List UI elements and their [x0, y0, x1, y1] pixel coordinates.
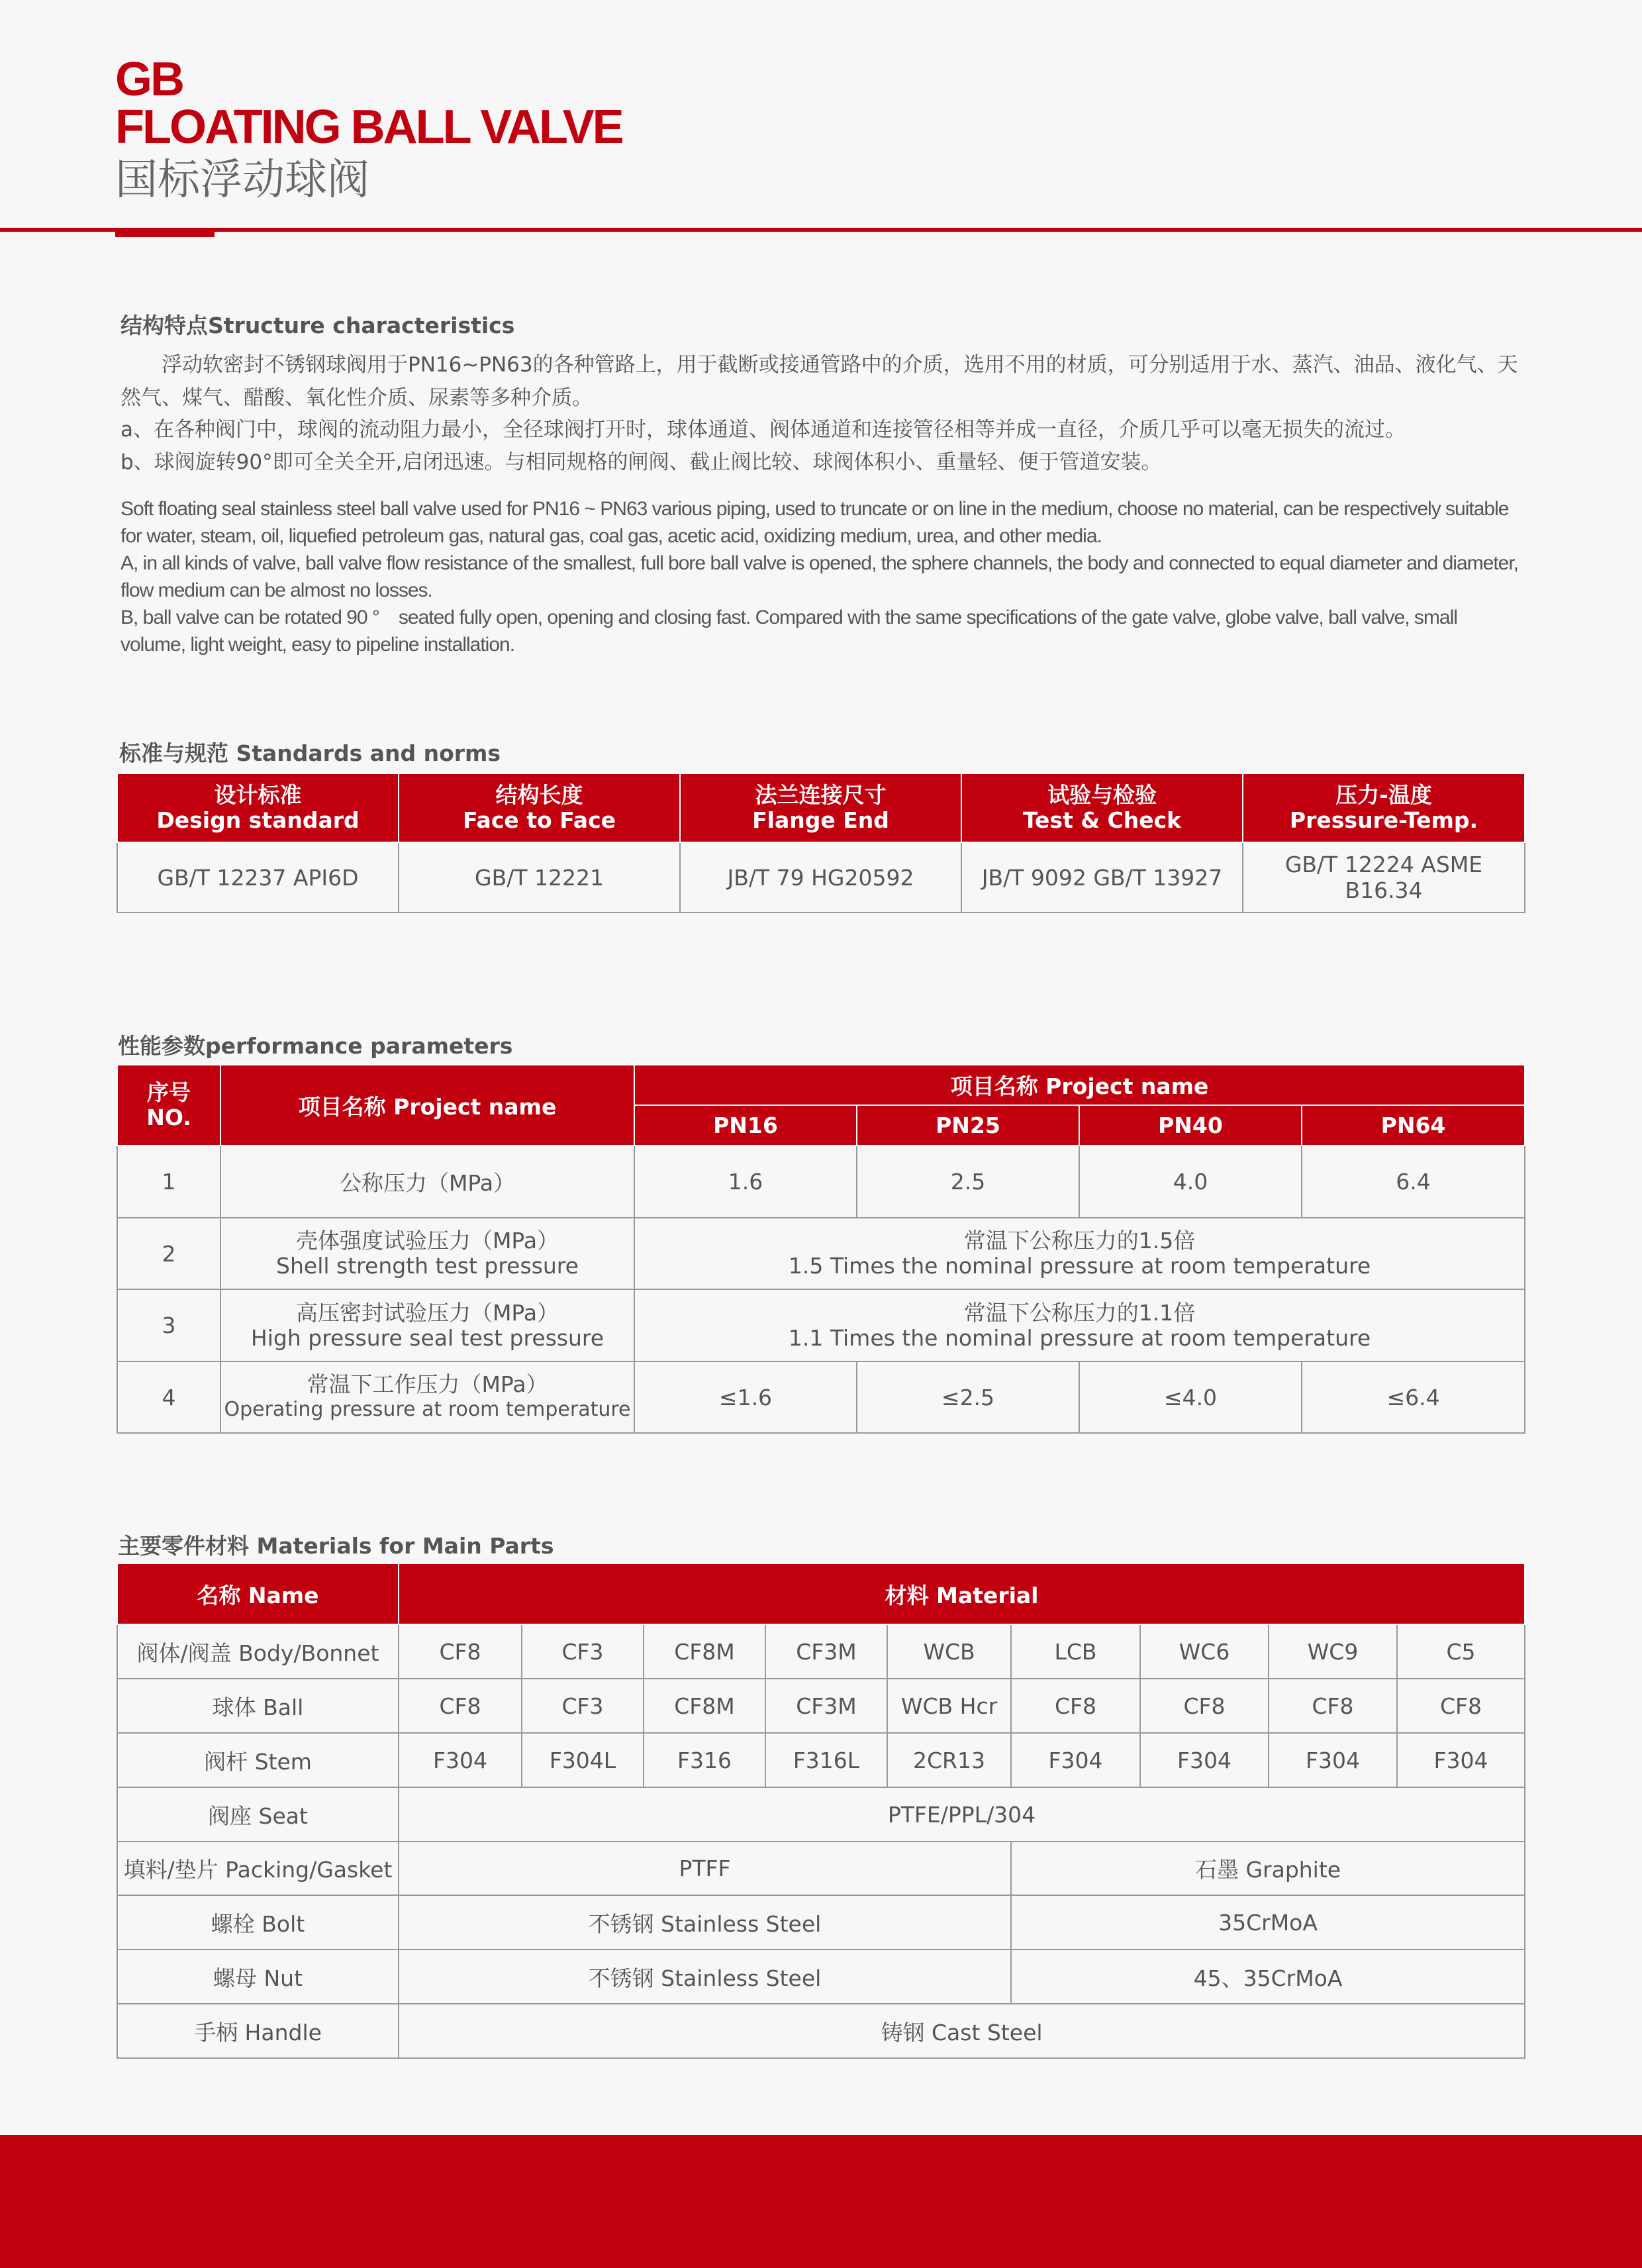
merged-cn: 常温下公称压力的1.1倍 [963, 1299, 1196, 1326]
material-cell: F304 [1269, 1733, 1397, 1787]
performance-header-row [117, 1065, 1525, 1105]
row-value: ≤6.4 [1302, 1361, 1525, 1433]
material-cell: LCB [1011, 1624, 1140, 1679]
performance-table [117, 1064, 1525, 1434]
header-no [117, 1065, 220, 1146]
table-row [117, 1842, 1525, 1895]
row-name-cn: 常温下工作压力（MPa） [307, 1371, 548, 1397]
table-row [117, 1361, 1525, 1433]
materials-table [117, 1563, 1525, 2059]
table-row [117, 1787, 1525, 1842]
row-number: 2 [117, 1218, 220, 1289]
header-en: Test & Check [1022, 807, 1182, 833]
merged-cn: 常温下公称压力的1.5倍 [963, 1228, 1196, 1254]
row-value: 1.6 [634, 1146, 857, 1218]
part-name: 填料/垫片 Packing/Gasket [117, 1842, 399, 1895]
material-cell: 45、35CrMoA [1011, 1949, 1525, 2004]
material-cell: WC9 [1269, 1624, 1397, 1679]
material-cell: PTFF [399, 1842, 1011, 1895]
material-cell: 不锈钢 Stainless Steel [399, 1895, 1011, 1949]
header-pn64: PN64 [1302, 1105, 1525, 1146]
standards-value-cell: GB/T 12224 ASME B16.34 [1243, 842, 1525, 912]
title-line-1: GB [115, 53, 183, 106]
part-name: 手柄 Handle [117, 2004, 399, 2058]
row-number: 1 [117, 1146, 220, 1218]
material-cell: CF8 [399, 1679, 522, 1733]
material-cell: WC6 [1140, 1624, 1269, 1679]
standards-header-row [117, 773, 1525, 842]
material-cell: F316 [644, 1733, 765, 1787]
standards-header-cell [961, 773, 1243, 842]
header-cn: 结构长度 [495, 782, 583, 808]
part-name: 阀座 Seat [117, 1787, 399, 1842]
merged-en: 1.1 Times the nominal pressure at room temperature [788, 1324, 1371, 1351]
material-cell: F304L [522, 1733, 644, 1787]
row-name-en: High pressure seal test pressure [250, 1324, 604, 1351]
material-cell: WCB Hcr [887, 1679, 1011, 1733]
material-cell: F304 [1140, 1733, 1269, 1787]
standards-section-title: 标准与规范 Standards and norms [119, 740, 501, 766]
structure-en-paragraph-1: Soft floating seal stainless steel ball valve used for PN16 ~ PN63 various piping, used to truncate or on line in the medium, choose no material, can be respectively suitable for water, steam, oil, liquefied petroleum gas, natural gas, coal gas, acetic acid, oxidizing medium, urea, and other media. [121, 498, 1509, 547]
material-cell: C5 [1397, 1624, 1525, 1679]
material-cell: PTFE/PPL/304 [399, 1787, 1525, 1842]
row-name [220, 1289, 634, 1361]
material-cell: F304 [399, 1733, 522, 1787]
row-name-en: Shell strength test pressure [276, 1253, 579, 1279]
row-merged-value [634, 1218, 1525, 1289]
material-cell: CF8 [1269, 1679, 1397, 1733]
row-value: ≤4.0 [1079, 1361, 1302, 1433]
header-cn: 试验与检验 [1047, 782, 1157, 808]
row-value: ≤2.5 [857, 1361, 1079, 1433]
structure-cn-paragraph-2: a、在各种阀门中，球阀的流动阻力最小，全径球阀打开时，球体通道、阀体通道和连接管径相等并成一直径，介质几乎可以毫无损失的流过。 [121, 418, 1406, 442]
table-row [117, 1146, 1525, 1218]
part-name: 螺母 Nut [117, 1949, 399, 2004]
header-no-cn: 序号 [147, 1079, 191, 1105]
row-value: 2.5 [857, 1146, 1079, 1218]
header-cn: 法兰连接尺寸 [755, 782, 887, 808]
header-pn25: PN25 [857, 1105, 1079, 1146]
material-cell: 石墨 Graphite [1011, 1842, 1525, 1895]
row-name-cn: 高压密封试验压力（MPa） [295, 1299, 559, 1326]
header-divider-accent [115, 228, 215, 237]
row-name [220, 1361, 634, 1433]
standards-value-row [117, 842, 1525, 912]
table-row [117, 1679, 1525, 1733]
header-pn40: PN40 [1079, 1105, 1302, 1146]
materials-section-title: 主要零件材料 Materials for Main Parts [118, 1533, 554, 1559]
row-value: 4.0 [1079, 1146, 1302, 1218]
header-divider [0, 228, 1642, 232]
material-cell: 铸钢 Cast Steel [399, 2004, 1525, 2058]
row-merged-value [634, 1289, 1525, 1361]
structure-section-title: 结构特点Structure characteristics [121, 313, 515, 338]
standards-header-cell [117, 773, 399, 842]
row-name: 公称压力（MPa） [220, 1146, 634, 1218]
material-cell: CF8M [644, 1624, 765, 1679]
material-cell: CF8 [1140, 1679, 1269, 1733]
material-cell: CF3M [765, 1624, 887, 1679]
material-cell: CF8 [399, 1624, 522, 1679]
footer-band [0, 2135, 1642, 2268]
header-en: Pressure-Temp. [1289, 807, 1478, 833]
header-en: Design standard [156, 807, 360, 833]
table-row [117, 1289, 1525, 1361]
header-cn: 设计标准 [214, 782, 302, 808]
row-number: 4 [117, 1361, 220, 1433]
header-cn: 压力-温度 [1335, 782, 1432, 808]
header-name: 名称 Name [117, 1563, 399, 1624]
title-chinese: 国标浮动球阀 [115, 156, 369, 205]
standards-header-cell [399, 773, 680, 842]
materials-header-row [117, 1563, 1525, 1624]
material-cell: CF8 [1397, 1679, 1525, 1733]
structure-cn-paragraph-3: b、球阀旋转90°即可全关全开,启闭迅速。与相同规格的闸阀、截止阀比较、球阀体积小、重量轻、便于管道安装。 [121, 450, 1162, 474]
part-name: 阀体/阀盖 Body/Bonnet [117, 1624, 399, 1679]
page-header [115, 53, 622, 207]
standards-header-cell [1243, 773, 1525, 842]
part-name: 阀杆 Stem [117, 1733, 399, 1787]
performance-section-title: 性能参数performance parameters [118, 1033, 513, 1059]
table-row [117, 1895, 1525, 1949]
structure-en-paragraph-2: A, in all kinds of valve, ball valve flow resistance of the smallest, full bore ball valve is opened, the sphere channels, the body and connected to equal diameter and diameter, flow medium can be almost no losses. [121, 552, 1519, 601]
row-name-cn: 壳体强度试验压力（MPa） [295, 1228, 559, 1254]
header-no-en: NO. [146, 1105, 191, 1130]
material-cell: 2CR13 [887, 1733, 1011, 1787]
title-line-2: FLOATING BALL VALVE [115, 101, 622, 154]
header-en: Flange End [752, 807, 889, 833]
structure-cn-paragraph-1: 浮动软密封不锈钢球阀用于PN16~PN63的各种管路上，用于截断或接通管路中的介质，选用不用的材质，可分别适用于水、蒸汽、油品、液化气、天然气、煤气、醋酸、氧化性介质、尿素等多种介质。 [121, 353, 1518, 410]
standards-value-cell: JB/T 79 HG20592 [680, 842, 961, 912]
material-cell: CF8M [644, 1679, 765, 1733]
table-row [117, 1733, 1525, 1787]
standards-value-cell: GB/T 12221 [399, 842, 680, 912]
standards-value-cell: GB/T 12237 API6D [117, 842, 399, 912]
header-en: Face to Face [462, 807, 616, 833]
row-number: 3 [117, 1289, 220, 1361]
table-row [117, 2004, 1525, 2058]
table-row [117, 1218, 1525, 1289]
material-cell: CF3 [522, 1624, 644, 1679]
material-cell: 35CrMoA [1011, 1895, 1525, 1949]
header-project-name: 项目名称 Project name [220, 1065, 634, 1146]
structure-en-paragraph-3: B, ball valve can be rotated 90 ° seated fully open, opening and closing fast. Compared with the same specifications of the gate valve, globe valve, ball valve, small volume, light weight, easy to pipeline installation. [121, 607, 1457, 656]
part-name: 螺栓 Bolt [117, 1895, 399, 1949]
row-value: ≤1.6 [634, 1361, 857, 1433]
material-cell: 不锈钢 Stainless Steel [399, 1949, 1011, 2004]
material-cell: F304 [1397, 1733, 1525, 1787]
row-name-en: Operating pressure at room temperature [224, 1398, 631, 1421]
part-name: 球体 Ball [117, 1679, 399, 1733]
material-cell: CF3 [522, 1679, 644, 1733]
standards-table [117, 773, 1525, 913]
standards-header-cell [680, 773, 961, 842]
row-value: 6.4 [1302, 1146, 1525, 1218]
material-cell: CF3M [765, 1679, 887, 1733]
header-pn16: PN16 [634, 1105, 857, 1146]
row-name [220, 1218, 634, 1289]
table-row [117, 1949, 1525, 2004]
material-cell: WCB [887, 1624, 1011, 1679]
material-cell: F316L [765, 1733, 887, 1787]
table-row [117, 1624, 1525, 1679]
material-cell: F304 [1011, 1733, 1140, 1787]
merged-en: 1.5 Times the nominal pressure at room temperature [788, 1253, 1371, 1279]
standards-value-cell: JB/T 9092 GB/T 13927 [961, 842, 1243, 912]
header-project-group: 项目名称 Project name [634, 1065, 1525, 1105]
header-material: 材料 Material [399, 1563, 1525, 1624]
material-cell: CF8 [1011, 1679, 1140, 1733]
